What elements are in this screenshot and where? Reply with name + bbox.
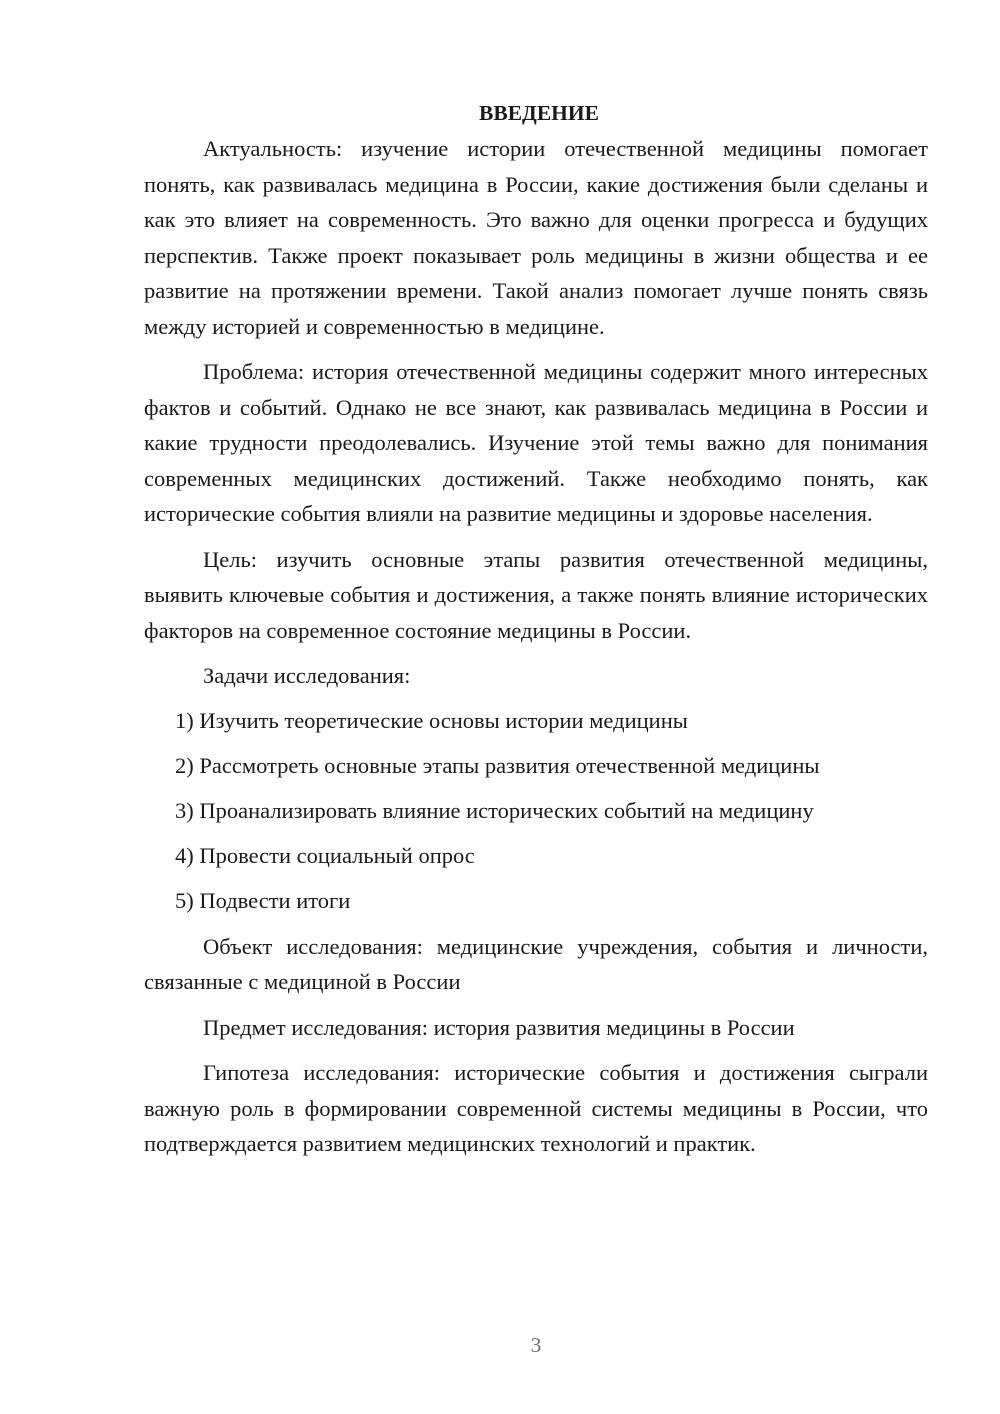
- task-item: 4) Провести социальный опрос: [175, 843, 475, 868]
- problem-paragraph: Проблема: история отечественной медицины содержит много интересных фактов и событий. Однако не все знают, как развивалась медицина в России и какие трудности преодолевались. Изучение этой темы важно для понимания современных медицинских достижений. Также необходимо понять, как исторические события влияли на развитие медицины и здоровье населения.: [144, 359, 928, 526]
- task-item: 1) Изучить теоретические основы истории медицины: [175, 708, 688, 733]
- hypothesis-paragraph: Гипотеза исследования: исторические события и достижения сыграли важную роль в формировании современной системы медицины в России, что подтверждается развитием медицинских технологий и практик.: [144, 1060, 928, 1156]
- page-number: 3: [530, 1333, 542, 1357]
- task-item: 5) Подвести итоги: [175, 888, 351, 913]
- task-item: 3) Проанализировать влияние исторических событий на медицину: [175, 798, 814, 823]
- relevance-paragraph: Актуальность: изучение истории отечественной медицины помогает понять, как развивалась медицина в России, какие достижения были сделаны и как это влияет на современность. Это важно для оценки прогресса и будущих перспектив. Также проект показывает роль медицины в жизни общества и ее развитие на протяжении времени. Такой анализ помогает лучше понять связь между историей и современностью в медицине.: [144, 136, 928, 339]
- page-content: [144, 96, 928, 1162]
- tasks-heading: Задачи исследования:: [203, 663, 411, 688]
- section-title: ВВЕДЕНИЕ: [479, 101, 599, 125]
- subject-paragraph: Предмет исследования: история развития медицины в России: [203, 1014, 795, 1040]
- task-item: 2) Рассмотреть основные этапы развития отечественной медицины: [175, 753, 820, 778]
- goal-paragraph: Цель: изучить основные этапы развития отечественной медицины, выявить ключевые события и достижения, а также понять влияние исторических факторов на современное состояние медицины в России.: [144, 546, 928, 643]
- task-list: [144, 703, 928, 919]
- object-paragraph: Объект исследования: медицинские учреждения, события и личности, связанные с медициной в России: [144, 933, 928, 994]
